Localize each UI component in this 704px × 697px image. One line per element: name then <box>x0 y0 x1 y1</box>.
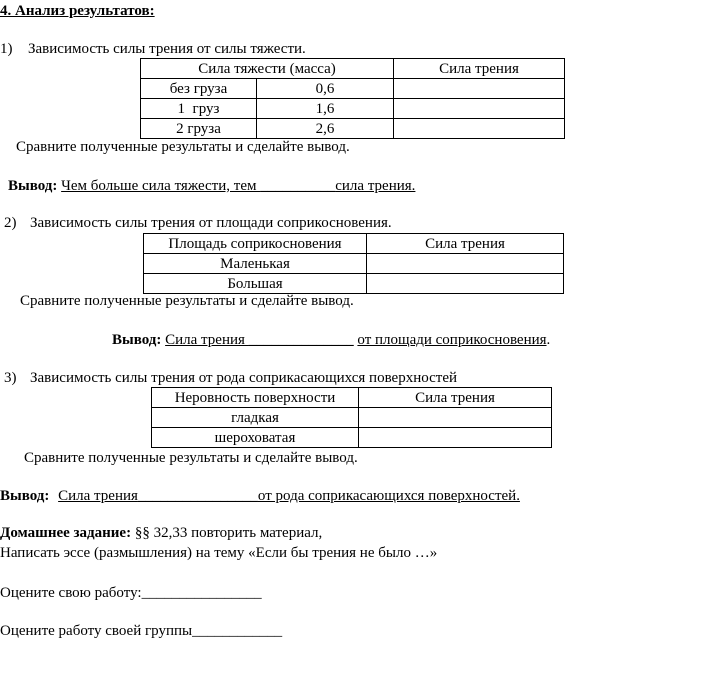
table-2-header-area: Площадь соприкосновения <box>144 234 367 254</box>
table-3-header-roughness: Неровность поверхности <box>152 388 359 408</box>
table-row <box>144 254 564 274</box>
table-cell-value: 1,6 <box>257 99 394 119</box>
question-3-conclusion <box>0 487 520 505</box>
conclusion-label: Вывод: <box>8 178 58 194</box>
table-cell-label: без груза <box>141 79 257 99</box>
conclusion-blank[interactable]: __________ <box>260 178 336 194</box>
table-row <box>152 428 552 448</box>
table-cell-label: Маленькая <box>144 254 367 274</box>
table-1 <box>140 58 565 139</box>
table-cell-label: шероховатая <box>152 428 359 448</box>
table-cell-result[interactable] <box>394 79 565 99</box>
conclusion-text-1: Чем больше сила тяжести, тем <box>61 178 261 194</box>
question-2-title: Зависимость силы трения от площади соприкосновения. <box>30 215 392 231</box>
table-cell-result[interactable] <box>367 274 564 294</box>
table-1-header-weight: Сила тяжести (масса) <box>141 59 394 79</box>
self-evaluation-blank[interactable]: ________________ <box>141 585 262 601</box>
table-2 <box>143 233 564 294</box>
group-evaluation-blank[interactable]: ____________ <box>192 623 283 639</box>
table-cell-label: Большая <box>144 274 367 294</box>
table-cell-value: 2,6 <box>257 119 394 139</box>
question-2-conclusion <box>112 331 550 349</box>
conclusion-text-2: от площади соприкосновения <box>357 332 547 348</box>
homework-text: §§ 32,33 повторить материал, <box>131 525 323 541</box>
question-1-title: Зависимость силы трения от силы тяжести. <box>28 41 306 57</box>
group-evaluation-label: Оцените работу своей группы <box>0 623 193 639</box>
self-evaluation-label: Оцените свою работу: <box>0 585 142 601</box>
conclusion-blank[interactable]: ______________ <box>248 332 354 348</box>
group-evaluation <box>0 622 282 640</box>
question-2-number: 2) <box>4 215 17 231</box>
table-2-header-friction: Сила трения <box>367 234 564 254</box>
table-cell-value: 0,6 <box>257 79 394 99</box>
conclusion-text-2: от рода соприкасающихся поверхностей. <box>257 488 520 504</box>
conclusion-text-2: сила трения. <box>335 178 416 194</box>
question-2-instruction: Сравните полученные результаты и сделайте вывод. <box>20 293 354 309</box>
question-1-instruction: Сравните полученные результаты и сделайте вывод. <box>16 139 350 155</box>
table-3 <box>151 387 552 448</box>
self-evaluation <box>0 584 262 602</box>
conclusion-blank[interactable]: ________________ <box>137 488 258 504</box>
conclusion-label: Вывод: <box>112 332 162 348</box>
table-row <box>152 388 552 408</box>
table-3-header-friction: Сила трения <box>359 388 552 408</box>
question-1-number: 1) <box>0 41 13 57</box>
table-cell-result[interactable] <box>394 99 565 119</box>
table-row <box>144 274 564 294</box>
conclusion-label: Вывод: <box>0 488 50 504</box>
table-cell-label: 1 груз <box>141 99 257 119</box>
table-cell-label: гладкая <box>152 408 359 428</box>
question-3-title: Зависимость силы трения от рода соприкасающихся поверхностей <box>30 370 458 386</box>
question-3-instruction: Сравните полученные результаты и сделайте вывод. <box>24 450 358 466</box>
table-row <box>144 234 564 254</box>
homework-line-2: Написать эссе (размышления) на тему «Если бы трения не было …» <box>0 545 438 561</box>
table-row <box>141 99 565 119</box>
question-1-conclusion <box>8 177 415 195</box>
table-cell-result[interactable] <box>367 254 564 274</box>
table-row <box>141 119 565 139</box>
table-row <box>152 408 552 428</box>
homework-label: Домашнее задание: <box>0 525 132 541</box>
table-cell-result[interactable] <box>359 408 552 428</box>
conclusion-text-1: Сила трения <box>58 488 138 504</box>
question-3-number: 3) <box>4 370 17 386</box>
table-cell-label: 2 груза <box>141 119 257 139</box>
table-row <box>141 59 565 79</box>
table-1-header-friction: Сила трения <box>394 59 565 79</box>
table-row <box>141 79 565 99</box>
section-title: 4. Анализ результатов: <box>0 3 155 19</box>
table-cell-result[interactable] <box>394 119 565 139</box>
table-cell-result[interactable] <box>359 428 552 448</box>
homework-line-1 <box>0 524 322 542</box>
conclusion-end: . <box>546 332 551 348</box>
conclusion-text-1: Сила трения <box>165 332 249 348</box>
